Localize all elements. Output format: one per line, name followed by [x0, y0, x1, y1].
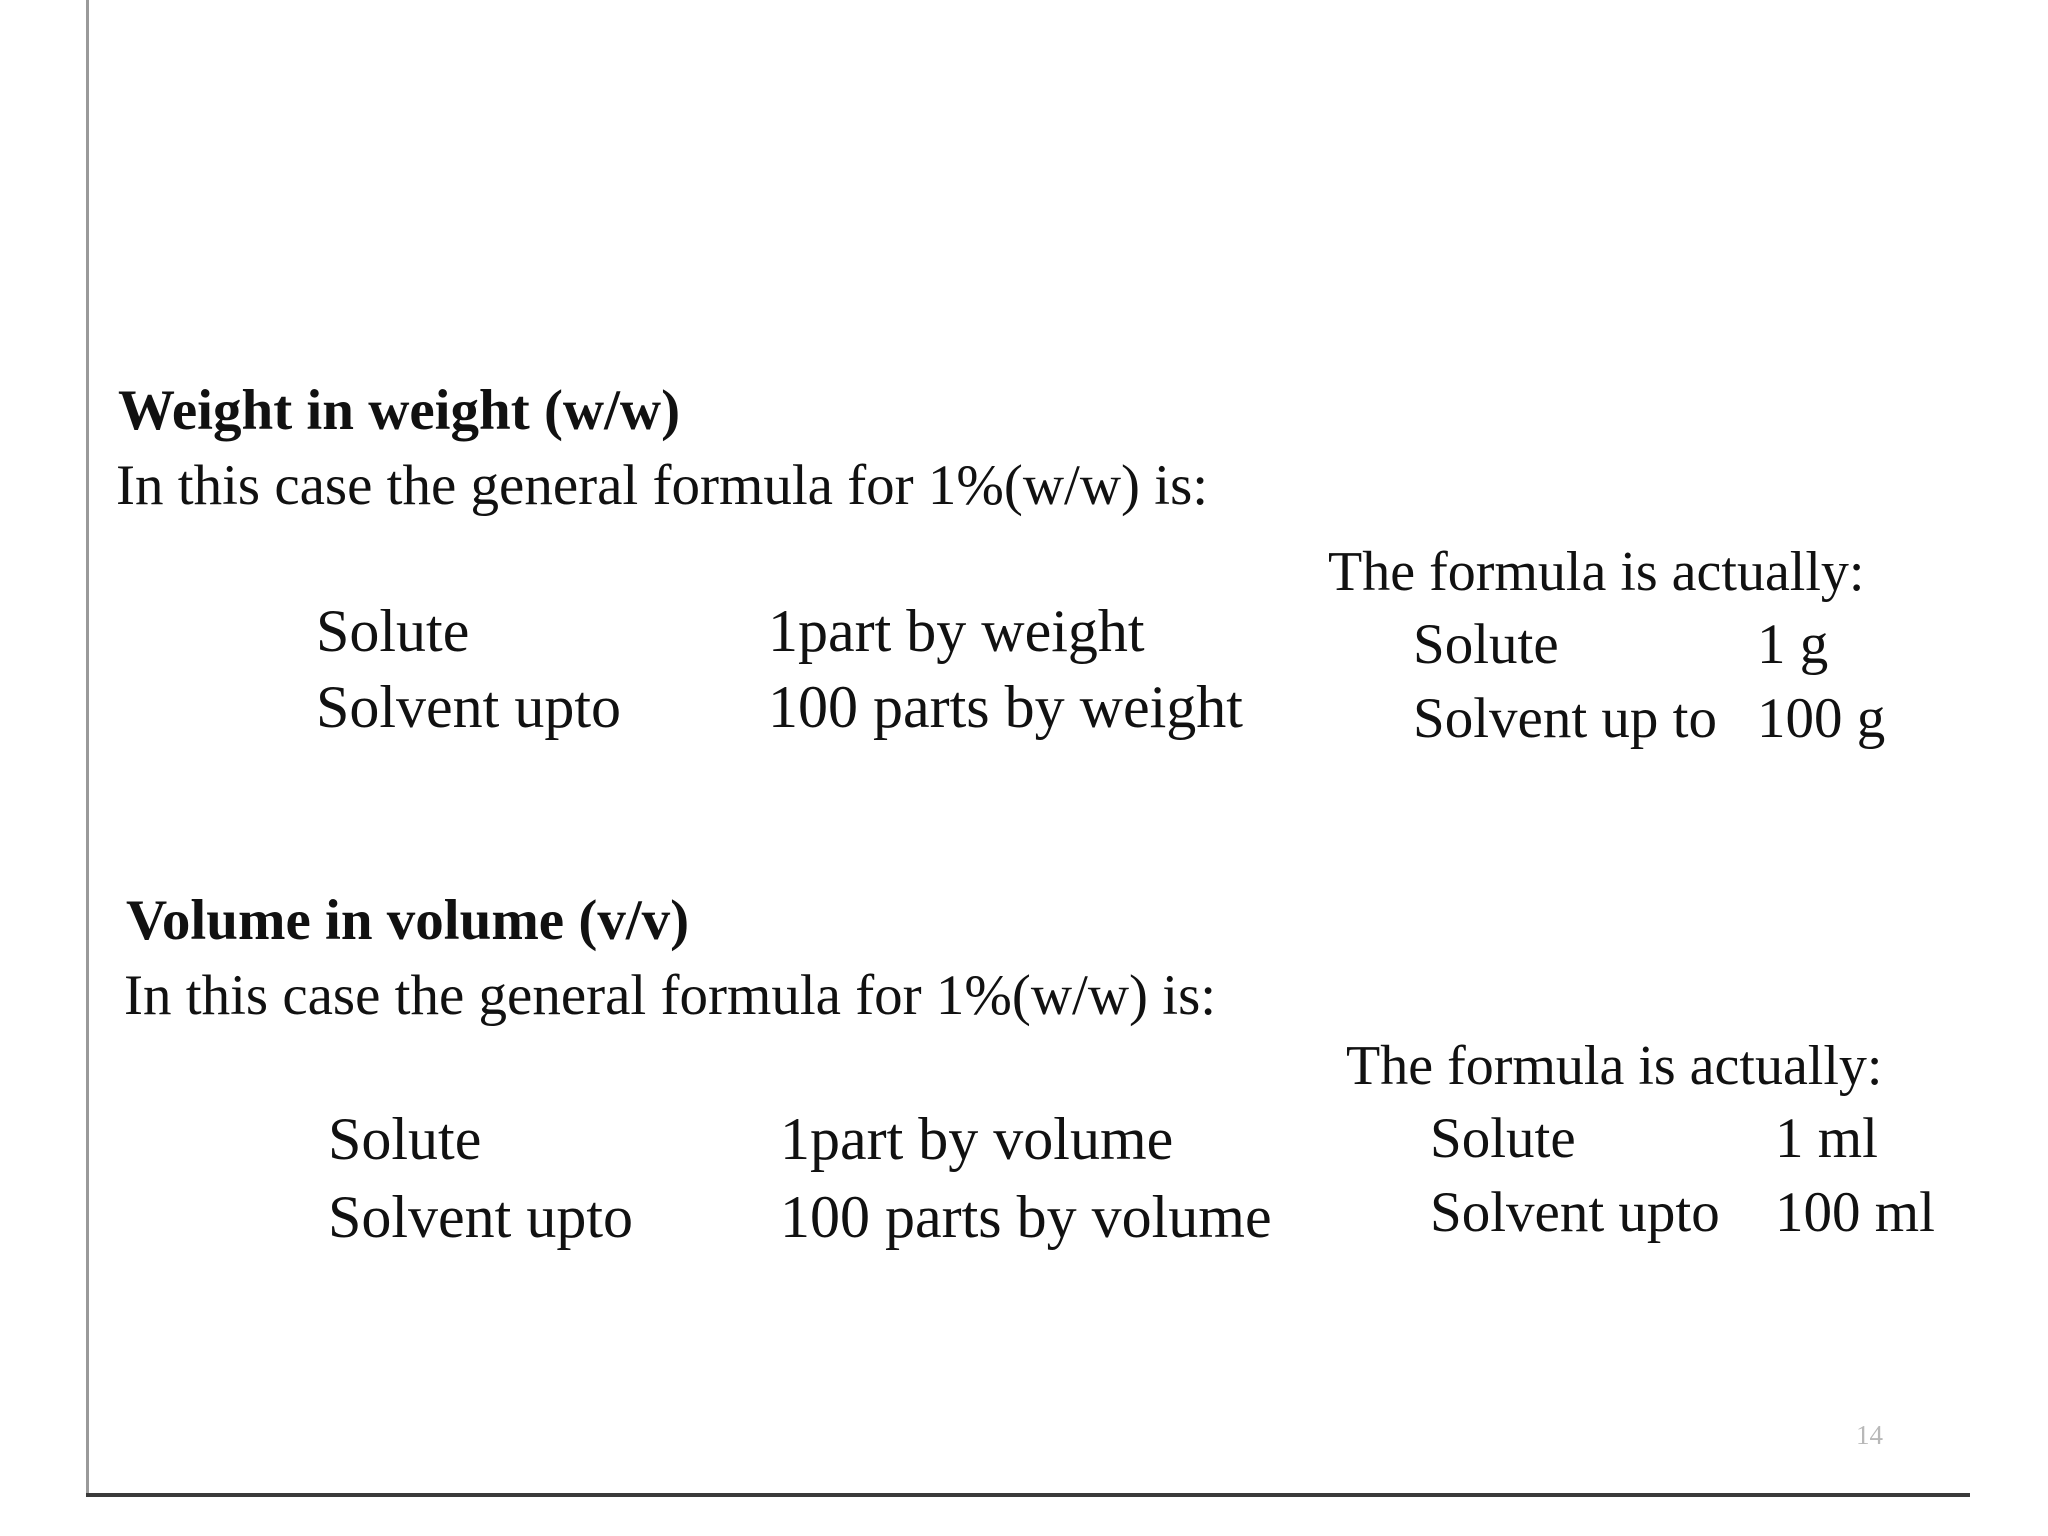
actual-row-value: 1 g — [1757, 613, 1829, 676]
general-row-value: 1part by volume — [780, 1106, 1174, 1172]
page-left-border — [86, 0, 89, 1496]
actual-row-label: Solvent up to — [1413, 687, 1718, 750]
section-intro-volume: In this case the general formula for 1%(w/w) is: — [124, 964, 1217, 1027]
general-row-value: 100 parts by weight — [768, 674, 1243, 740]
section-heading-weight: Weight in weight (w/w) — [118, 379, 681, 442]
actual-formula-heading: The formula is actually: — [1346, 1035, 1883, 1097]
actual-row-label: Solute — [1430, 1107, 1576, 1170]
actual-row-value: 100 g — [1757, 687, 1886, 750]
actual-row-value: 1 ml — [1775, 1107, 1878, 1170]
page-bottom-border — [86, 1493, 1970, 1497]
page-number: 14 — [1856, 1420, 1883, 1450]
general-row-value: 1part by weight — [768, 598, 1145, 664]
general-row-label: Solute — [328, 1106, 482, 1172]
section-intro-weight: In this case the general formula for 1%(w/w) is: — [116, 454, 1209, 517]
actual-row-label: Solute — [1413, 613, 1559, 676]
actual-row-label: Solvent upto — [1430, 1181, 1720, 1244]
general-row-value: 100 parts by volume — [780, 1184, 1272, 1250]
general-row-label: Solute — [316, 598, 470, 664]
section-heading-volume: Volume in volume (v/v) — [126, 889, 690, 952]
actual-formula-heading: The formula is actually: — [1328, 541, 1865, 603]
general-row-label: Solvent upto — [328, 1184, 634, 1250]
general-row-label: Solvent upto — [316, 674, 622, 740]
actual-row-value: 100 ml — [1775, 1181, 1935, 1244]
